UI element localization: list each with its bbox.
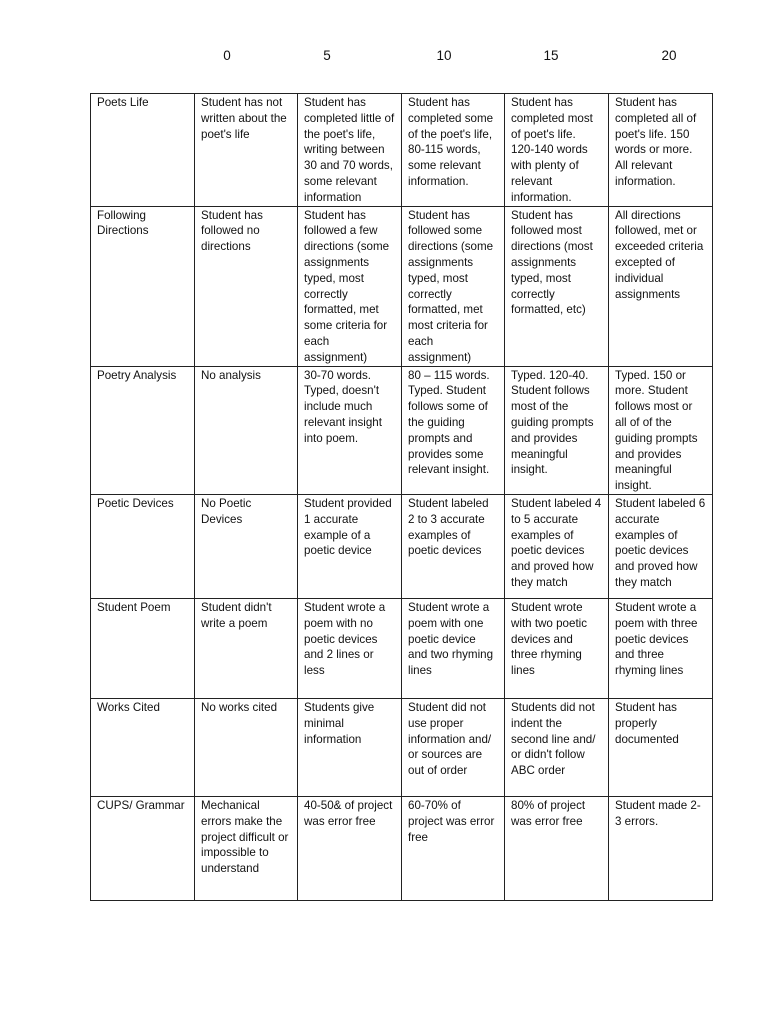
- criteria-cell: 80% of project was error free: [505, 796, 609, 900]
- criteria-cell: No works cited: [195, 698, 298, 796]
- criteria-cell: 30-70 words. Typed, doesn't include much relevant insight into poem.: [298, 366, 402, 494]
- table-row: [91, 366, 713, 494]
- category-cell: CUPS/ Grammar: [91, 796, 195, 900]
- criteria-cell: Student has properly documented: [609, 698, 713, 796]
- criteria-cell: Student labeled 6 accurate examples of poetic devices and proved how they match: [609, 494, 713, 598]
- category-cell: Poetic Devices: [91, 494, 195, 598]
- criteria-cell: Students give minimal information: [298, 698, 402, 796]
- criteria-cell: Student wrote with two poetic devices and three rhyming lines: [505, 598, 609, 698]
- criteria-cell: 60-70% of project was error free: [402, 796, 505, 900]
- score-header-5: 5: [323, 48, 331, 63]
- criteria-cell: Students did not indent the second line and/ or didn't follow ABC order: [505, 698, 609, 796]
- criteria-cell: All directions followed, met or exceeded criteria excepted of individual assignments: [609, 206, 713, 366]
- criteria-cell: Student provided 1 accurate example of a poetic device: [298, 494, 402, 598]
- criteria-cell: Student wrote a poem with one poetic device and two rhyming lines: [402, 598, 505, 698]
- table-row: [91, 494, 713, 598]
- criteria-cell: Typed. 150 or more. Student follows most or all of of the guiding prompts and provides meaningful insight.: [609, 366, 713, 494]
- table-row: [91, 698, 713, 796]
- criteria-cell: Student made 2-3 errors.: [609, 796, 713, 900]
- category-cell: Poets Life: [91, 94, 195, 207]
- criteria-cell: Student has followed a few directions (some assignments typed, most correctly formatted, met some criteria for each assignment): [298, 206, 402, 366]
- category-cell: Student Poem: [91, 598, 195, 698]
- criteria-cell: Typed. 120-40. Student follows most of the guiding prompts and provides meaningful insight.: [505, 366, 609, 494]
- criteria-cell: Student has completed all of poet's life. 150 words or more. All relevant information.: [609, 94, 713, 207]
- criteria-cell: Student has completed most of poet's life. 120-140 words with plenty of relevant information.: [505, 94, 609, 207]
- rubric-table: [90, 93, 713, 901]
- criteria-cell: Student has completed some of the poet's life, 80-115 words, some relevant information.: [402, 94, 505, 207]
- criteria-cell: No analysis: [195, 366, 298, 494]
- table-row: [91, 94, 713, 207]
- criteria-cell: Student has followed no directions: [195, 206, 298, 366]
- criteria-cell: Student labeled 4 to 5 accurate examples of poetic devices and proved how they match: [505, 494, 609, 598]
- score-header-10: 10: [436, 48, 452, 63]
- criteria-cell: 40-50& of project was error free: [298, 796, 402, 900]
- table-row: [91, 796, 713, 900]
- criteria-cell: Student has not written about the poet's life: [195, 94, 298, 207]
- table-row: [91, 206, 713, 366]
- category-cell: Following Directions: [91, 206, 195, 366]
- criteria-cell: Student has completed little of the poet's life, writing between 30 and 70 words, some relevant information: [298, 94, 402, 207]
- criteria-cell: Student wrote a poem with three poetic devices and three rhyming lines: [609, 598, 713, 698]
- criteria-cell: 80 – 115 words. Typed. Student follows some of the guiding prompts and provides some relevant insight.: [402, 366, 505, 494]
- criteria-cell: Student has followed some directions (some assignments typed, most correctly formatted, met most criteria for each assignment): [402, 206, 505, 366]
- criteria-cell: Student has followed most directions (most assignments typed, most correctly formatted, etc): [505, 206, 609, 366]
- criteria-cell: Student labeled 2 to 3 accurate examples of poetic devices: [402, 494, 505, 598]
- criteria-cell: No Poetic Devices: [195, 494, 298, 598]
- score-header-15: 15: [543, 48, 559, 63]
- criteria-cell: Mechanical errors make the project difficult or impossible to understand: [195, 796, 298, 900]
- score-header-20: 20: [661, 48, 677, 63]
- criteria-cell: Student wrote a poem with no poetic devices and 2 lines or less: [298, 598, 402, 698]
- score-header-0: 0: [223, 48, 231, 63]
- category-cell: Poetry Analysis: [91, 366, 195, 494]
- category-cell: Works Cited: [91, 698, 195, 796]
- criteria-cell: Student didn't write a poem: [195, 598, 298, 698]
- criteria-cell: Student did not use proper information and/ or sources are out of order: [402, 698, 505, 796]
- table-row: [91, 598, 713, 698]
